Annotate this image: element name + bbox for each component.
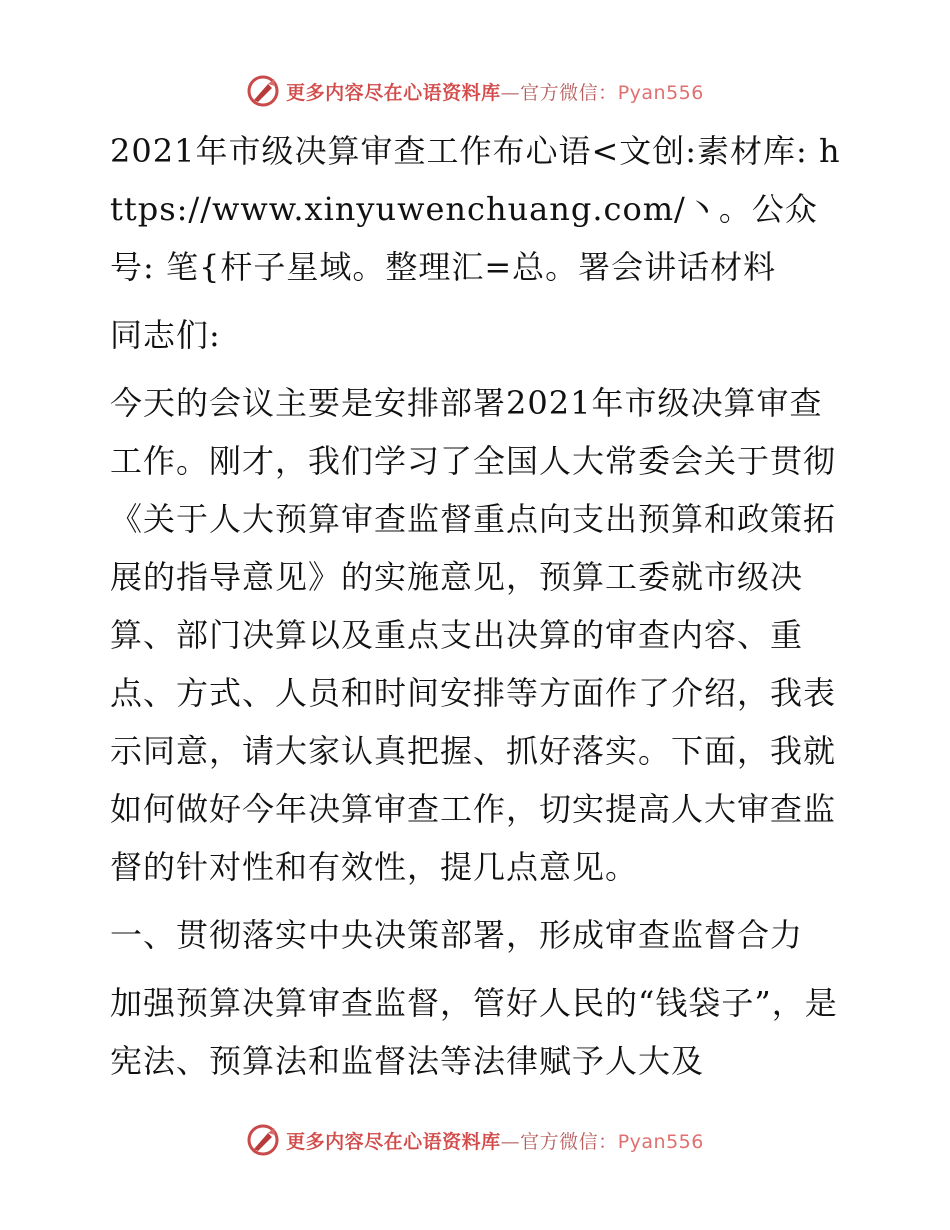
footer-wechat-id: Pyan556 (617, 1130, 704, 1153)
footer-dash: — (500, 1130, 521, 1153)
header-wechat-id: Pyan556 (617, 81, 704, 104)
header-watermark-banner (0, 71, 950, 111)
quill-logo-icon (246, 1123, 280, 1157)
paragraph-1: 今天的会议主要是安排部署2021年市级决算审查工作。刚才，我们学习了全国人大常委会关于贯彻《关于人大预算审查监督重点向支出预算和政策拓展的指导意见》的实施意见，预算工委就市级决算、部门决算以及重点支出决算的审查内容、重点、方式、人员和时间安排等方面作了介绍，我表示同意，请大家认真把握、抓好落实。下面，我就如何做好今年决算审查工作，切实提高人大审查监督的针对性和有效性，提几点意见。 (110, 384, 837, 886)
quill-logo-icon (246, 74, 280, 108)
header-promo-text: 更多内容尽在心语资料库 (286, 81, 501, 104)
footer-promo-text: 更多内容尽在心语资料库 (286, 1130, 501, 1153)
header-banner-text (286, 78, 704, 105)
section-heading-1: 一、贯彻落实中央决策部署，形成审查监督合力 (110, 916, 804, 954)
salutation: 同志们: (110, 316, 221, 354)
paragraph-2: 加强预算决算审查监督，管好人民的“钱袋子”，是宪法、预算法和监督法等法律赋予人大及 (110, 984, 838, 1080)
header-official-label: 官方微信： (520, 81, 618, 104)
document-title: 2021年市级决算审查工作布心语<文创:素材库: https://www.xinyuwenchuang.com/丶。公众号: 笔{杆子星域。整理汇=总。署会讲话材料 (110, 132, 841, 286)
footer-banner-text (286, 1127, 704, 1154)
header-dash: — (500, 81, 521, 104)
footer-official-label: 官方微信： (520, 1130, 618, 1153)
document-body (98, 122, 850, 1090)
footer-watermark-banner (0, 1120, 950, 1160)
